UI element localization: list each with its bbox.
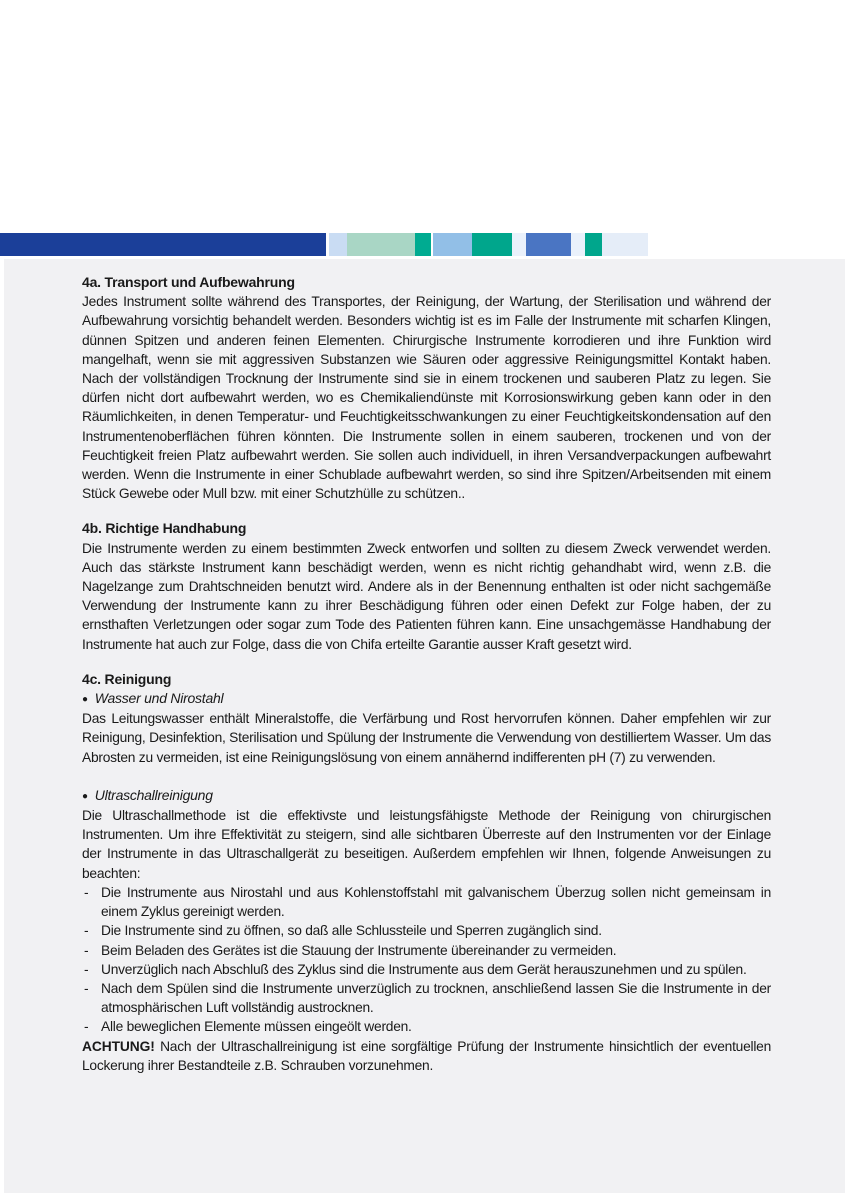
list-item [82,921,771,940]
warning-text: Nach der Ultraschallreinigung ist eine sorgfältige Prüfung der Instrumente hinsichtlich der eventuellen Lockerung ihrer Bestandteile z.B. Schrauben vorzunehmen. [82,1038,771,1073]
color-bar-segment-pale-gap [571,233,585,256]
color-bar-segment-dark-blue [0,233,326,256]
color-bar-segment-teal [472,233,512,256]
list-item-text: Alle beweglichen Elemente müssen eingeölt werden. [101,1019,412,1035]
list-item [82,883,771,921]
section-richtige-handhabung [82,519,771,653]
list-item [82,979,771,1017]
list-dash: - [84,961,89,977]
decorative-color-bar [0,233,648,256]
bullet-icon: ● [82,790,88,802]
subsection-ultraschallreinigung [82,786,771,1075]
list-item-text: Nach dem Spülen sind die Instrumente unverzüglich zu trocknen, anschließend lassen Sie die Instrumente in der atmosphärischen Luft vollständig austrocknen. [101,980,771,1016]
bullet-heading-ultraschall [82,786,771,806]
text-column [82,259,771,1075]
bullet-heading-label: Ultraschallreinigung [94,786,213,803]
color-bar-segment-pale-blue [329,233,347,256]
bullet-heading-label: Wasser und Nirostahl [94,690,224,707]
list-item-text: Unverzüglich nach Abschluß des Zyklus sind die Instrumente aus dem Gerät herauszunehmen und zu spülen. [101,961,747,977]
color-bar-segment-light-blue [433,233,472,256]
list-item-text: Beim Beladen des Gerätes ist die Stauung der Instrumente übereinander zu vermeiden. [101,942,617,958]
warning-paragraph [82,1037,771,1075]
section-reinigung [82,670,771,1075]
list-dash: - [84,923,89,939]
list-item-text: Die Instrumente aus Nirostahl und aus Kohlenstoffstahl mit galvanischem Überzug sollen nicht gemeinsam in einem Zyklus gereinigt werden. [101,884,771,920]
color-bar-segment-medium-blue [526,233,571,256]
list-item-text: Die Instrumente sind zu öffnen, so daß alle Schlussteile und Sperren zugänglich sind. [101,923,602,939]
instruction-list [82,883,771,1037]
list-item [82,941,771,960]
paragraph-ultraschall: Die Ultraschallmethode ist die effektivste und leistungsfähigste Methode der Reinigung von chirurgischen Instrumenten. Um ihre Effektivität zu steigern, sind alle sichtbaren Überreste auf den Instrumenten vor der Einlage der Instrumente in das Ultraschallgerät zu beseitigen. Außerdem empfehlen wir Ihnen, folgende Anweisungen zu beachten: [82,808,771,881]
section-heading-4a: 4a. Transport und Aufbewahrung [82,274,295,290]
section-heading-4c: 4c. Reinigung [82,670,172,687]
list-dash: - [84,980,89,996]
paragraph-4b: Die Instrumente werden zu einem bestimmten Zweck entworfen und sollten zu diesem Zweck verwendet werden. Auch das stärkste Instrument kann beschädigt werden, wenn es nicht richtig gehandhabt wird, wenn z.B. die Nagelzange zum Drahtschneiden benutzt wird. Andere als in der Benennung enthalten ist oder nicht sachgemäße Verwendung der Instrumente kann zu ihrer Beschädigung führen oder einen Defekt zur Folge haben, der zu ernsthaften Verletzungen oder sogar zum Tode des Patienten führen kann. Eine unsachgemässe Handhabung der Instrumente hat auch zur Folge, dass die von Chifa erteilte Garantie ausser Kraft gesetzt wird. [82,540,771,652]
paragraph-wasser: Das Leitungswasser enthält Mineralstoffe, die Verfärbung und Rost hervorrufen können. Daher empfehlen wir zur Reinigung, Desinfektion, Sterilisation und Spülung der Instrumente die Verwendung von destilliertem Wasser. Um das Abrosten zu vermeiden, ist eine Reinigungslösung von einem annähernd indifferenten pH (7) zu verwenden. [82,711,771,765]
color-bar-segment-seafoam [347,233,415,256]
bullet-heading-wasser [82,689,771,709]
subsection-wasser-und-nirostahl [82,689,771,767]
bullet-icon: ● [82,694,88,706]
color-bar-segment-teal [415,233,431,256]
section-transport-aufbewahrung [82,273,771,503]
section-heading-4b: 4b. Richtige Handhabung [82,520,247,537]
color-bar-segment-pale-gap [512,233,526,256]
color-bar-segment-teal [585,233,602,256]
color-bar-segment-palest-blue [602,233,648,256]
warning-label: ACHTUNG! [82,1038,155,1054]
paragraph-4a: Jedes Instrument sollte während des Transportes, der Reinigung, der Wartung, der Sterilisation und während der Aufbewahrung vorsichtig behandelt werden. Besonders wichtig ist es im Falle der Instrumente mit scharfen Klingen, dünnen Spitzen und anderen feinen Elementen. Chirurgische Instrumente korrodieren und ihre Funktion wird mangelhaft, wenn sie mit aggressiven Substanzen wie Säuren oder aggressive Reinigungsmittel Kontakt haben. Nach der vollständigen Trocknung der Instrumente sind sie in einem trockenen und sauberen Platz zu legen. Sie dürfen nicht dort aufbewahrt werden, wo es Chemikaliendünste mit Korrosionswirkung geben kann oder in den Räumlichkeiten, in denen Temperatur- und Feuchtigkeitsschwankungen zu einer Feuchtigkeitskondensation auf den Instrumentenoberflächen führen könnten. Die Instrumente sollen in einem sauberen, trockenen und von der Feuchtigkeit freien Platz aufbewahrt werden. Sie sollen auch individuell, in ihren Versandverpackungen aufbewahrt werden. Wenn die Instrumente in einer Schublade aufbewahrt werden, so sind ihre Spitzen/Arbeitsenden mit einem Stück Gewebe oder Mull bzw. mit einer Schutzhülle zu schützen.. [82,294,771,502]
list-item [82,1017,771,1036]
list-dash: - [84,1019,89,1035]
list-dash: - [84,884,89,900]
list-item [82,960,771,979]
list-dash: - [84,942,89,958]
